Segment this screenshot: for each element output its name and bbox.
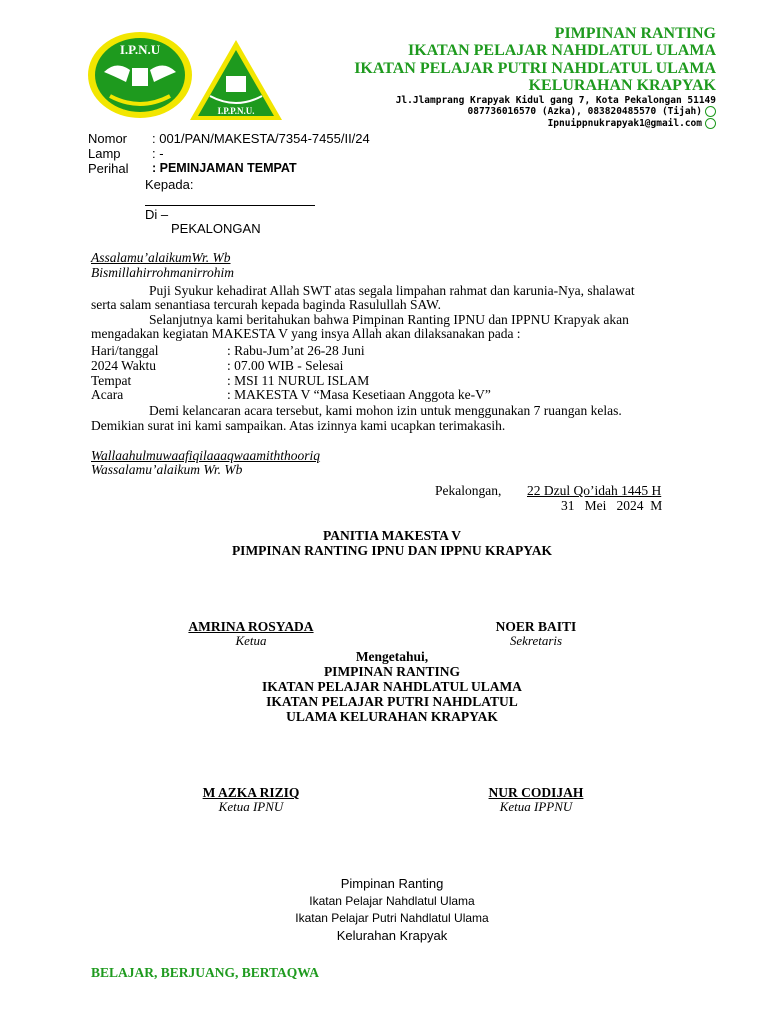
ipnu-logo-text: I.P.N.U (119, 42, 161, 57)
waktu-value: : 07.00 WIB - Selesai (227, 358, 344, 373)
kepada-label: Kepada: (145, 177, 194, 192)
nomor-label: Nomor (88, 131, 128, 146)
date-place: Pekalongan, (435, 483, 502, 498)
org-line2: IKATAN PELAJAR NAHDLATUL ULAMA (262, 679, 522, 694)
ippnu-logo (188, 38, 284, 124)
ketua-ipnu-name: M AZKA RIZIQ (202, 785, 300, 800)
org-line1: PIMPINAN RANTING (323, 664, 461, 679)
header-address: Jl.Jlamprang Krapyak Kidul gang 7, Kota Pekalongan 51149 (395, 95, 716, 106)
perihal-label: Perihal (88, 161, 129, 176)
paragraph1-line2: serta salam senantiasa tercurah kepada baginda Rasulullah SAW. (91, 297, 442, 312)
lamp-value: : - (152, 146, 164, 161)
header-email-row (548, 118, 716, 129)
closing-salam: Wassalamu’alaikum Wr. Wb (91, 462, 243, 477)
org-line4: ULAMA KELURAHAN KRAPYAK (286, 709, 498, 724)
ippnu-logo-text: I.P.P.N.U. (217, 106, 255, 116)
committee-line1: PANITIA MAKESTA V (322, 528, 462, 543)
paragraph3-line2: Demikian surat ini kami sampaikan. Atas izinnya kami ucapkan terimakasih. (91, 418, 506, 433)
acara-label: Acara (91, 387, 124, 402)
whatsapp-icon (705, 106, 716, 117)
tempat-label: Tempat (91, 373, 132, 388)
paragraph2-line1: Selanjutnya kami beritahukan bahwa Pimpinan Ranting IPNU dan IPPNU Krapyak akan (149, 312, 629, 327)
org-line3: IKATAN PELAJAR PUTRI NAHDLATUL (266, 694, 518, 709)
ipnu-logo (86, 30, 194, 126)
nomor-value: : 001/PAN/MAKESTA/7354-7455/II/24 (152, 131, 370, 146)
perihal-value: : PEMINJAMAN TEMPAT (152, 161, 297, 175)
ketua-ippnu-name: NUR CODIJAH (488, 785, 584, 800)
stamp-line1: Pimpinan Ranting (340, 876, 444, 891)
lamp-label: Lamp (88, 146, 121, 161)
waktu-label: 2024 Waktu (91, 358, 157, 373)
city-label: PEKALONGAN (171, 221, 261, 236)
sekretaris-name: NOER BAITI (495, 619, 577, 634)
date-hijri: 22 Dzul Qo’idah 1445 H (527, 483, 662, 498)
basmalah: Bismillahirrohmanirrohim (91, 265, 235, 280)
header-phone-row (468, 106, 717, 117)
ketua-ippnu-role: Ketua IPPNU (499, 799, 573, 814)
stamp-line3: Ikatan Pelajar Putri Nahdlatul Ulama (295, 911, 489, 925)
hari-value: : Rabu-Jum’at 26-28 Juni (227, 343, 365, 358)
stamp-line2: Ikatan Pelajar Nahdlatul Ulama (309, 894, 475, 908)
ketua-role: Ketua (235, 633, 267, 648)
header-email: Ipnuippnukrapyak1@gmail.com (547, 118, 702, 129)
acara-value: : MAKESTA V “Masa Kesetiaan Anggota ke-V” (227, 387, 491, 402)
header-line1: PIMPINAN RANTING (554, 25, 716, 42)
salam: Assalamu’alaikumWr. Wb (91, 250, 231, 265)
committee-line2: PIMPINAN RANTING IPNU DAN IPPNU KRAPYAK (231, 543, 553, 558)
header-line2: IKATAN PELAJAR NAHDLATUL ULAMA (407, 42, 716, 59)
ketua-ipnu-role: Ketua IPNU (218, 799, 284, 814)
ketua-name: AMRINA ROSYADA (188, 619, 314, 634)
date-masehi: 31 Mei 2024 M (561, 498, 663, 513)
paragraph2-line2: mengadakan kegiatan MAKESTA V yang insya Allah akan dilaksanakan pada : (91, 326, 521, 341)
sekretaris-role: Sekretaris (509, 633, 563, 648)
footer-motto: BELAJAR, BERJUANG, BERTAQWA (91, 965, 320, 980)
stamp-line4: Kelurahan Krapyak (336, 928, 448, 943)
paragraph1-line1: Puji Syukur kehadirat Allah SWT atas segala limpahan rahmat dan karunia-Nya, shalawat (149, 283, 635, 298)
recipient-line (145, 205, 315, 206)
di-label: Di – (145, 207, 169, 222)
closing-prayer: Wallaahulmuwaafiqilaaaqwaamiththooriq (91, 448, 321, 463)
header-line4: KELURAHAN KRAPYAK (528, 77, 716, 94)
header-line3: IKATAN PELAJAR PUTRI NAHDLATUL ULAMA (354, 60, 716, 77)
paragraph3-line1: Demi kelancaran acara tersebut, kami mohon izin untuk menggunakan 7 ruangan kelas. (149, 403, 622, 418)
email-icon (705, 118, 716, 129)
header-phone: 087736016570 (Azka), 083820485570 (Tijah) (467, 106, 702, 117)
tempat-value: : MSI 11 NURUL ISLAM (227, 373, 370, 388)
mengetahui-label: Mengetahui, (355, 649, 429, 664)
hari-label: Hari/tanggal (91, 343, 159, 358)
